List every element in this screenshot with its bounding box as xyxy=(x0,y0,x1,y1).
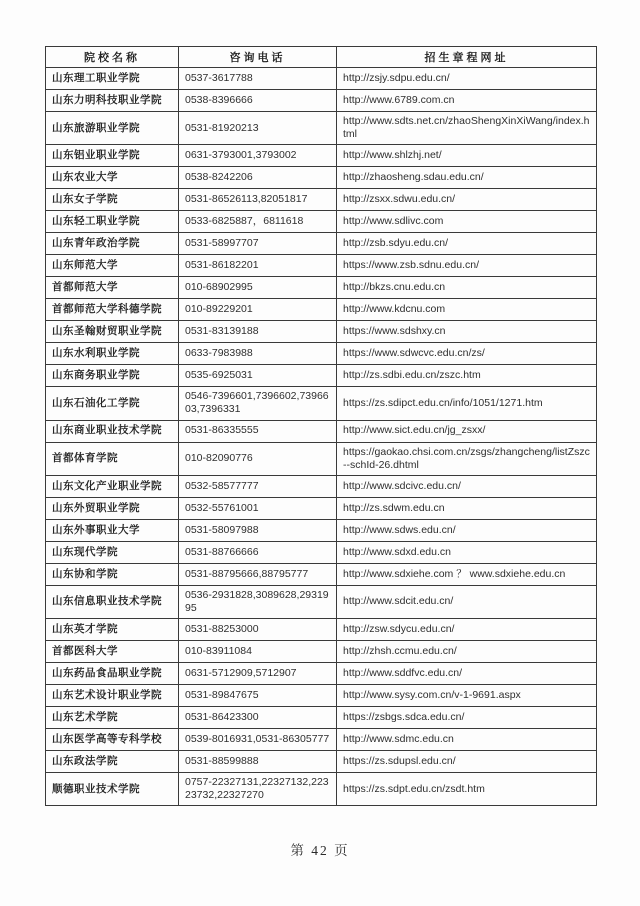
table-row xyxy=(46,387,597,420)
phone-cell: 010-82090776 xyxy=(179,442,337,475)
url-cell: http://www.sdxd.edu.cn xyxy=(337,541,597,563)
school-name-cell: 顺德职业技术学院 xyxy=(46,773,179,806)
table-row xyxy=(46,365,597,387)
phone-cell: 0538-8396666 xyxy=(179,90,337,112)
url-cell: https://zs.sdupsl.edu.cn/ xyxy=(337,751,597,773)
phone-cell: 0539-8016931,0531-86305777 xyxy=(179,729,337,751)
url-cell: http://zs.sdbi.edu.cn/zszc.htm xyxy=(337,365,597,387)
school-name-cell: 山东医学高等专科学校 xyxy=(46,729,179,751)
url-cell: http://www.sdts.net.cn/zhaoShengXinXiWang/index.html xyxy=(337,112,597,145)
school-name-cell: 山东商务职业学院 xyxy=(46,365,179,387)
school-name-cell: 山东文化产业职业学院 xyxy=(46,475,179,497)
phone-cell: 0538-8242206 xyxy=(179,167,337,189)
phone-cell: 0536-2931828,3089628,2931995 xyxy=(179,585,337,618)
table-row xyxy=(46,90,597,112)
table-row xyxy=(46,541,597,563)
col-header-phone: 咨询电话 xyxy=(179,47,337,68)
url-cell: http://www.sdcivc.edu.cn/ xyxy=(337,475,597,497)
table-row xyxy=(46,343,597,365)
phone-cell: 0757-22327131,22327132,22323732,22327270 xyxy=(179,773,337,806)
phone-cell: 0531-81920213 xyxy=(179,112,337,145)
page-number-footer: 第 42 页 xyxy=(290,843,350,858)
table-row xyxy=(46,773,597,806)
phone-cell: 0531-86423300 xyxy=(179,707,337,729)
url-cell: https://www.sdwcvc.edu.cn/zs/ xyxy=(337,343,597,365)
phone-cell: 0546-7396601,7396602,7396603,7396331 xyxy=(179,387,337,420)
url-cell: http://www.sdlivc.com xyxy=(337,211,597,233)
table-row xyxy=(46,641,597,663)
table-row xyxy=(46,685,597,707)
school-name-cell: 山东艺术学院 xyxy=(46,707,179,729)
url-cell: http://www.sict.edu.cn/jg_zsxx/ xyxy=(337,420,597,442)
school-name-cell: 山东轻工职业学院 xyxy=(46,211,179,233)
url-cell: https://www.sdshxy.cn xyxy=(337,321,597,343)
url-cell: http://zsjy.sdpu.edu.cn/ xyxy=(337,68,597,90)
url-cell: http://www.sdxiehe.com ？ www.sdxiehe.edu.cn xyxy=(337,563,597,585)
school-name-cell: 山东药品食品职业学院 xyxy=(46,663,179,685)
school-name-cell: 山东协和学院 xyxy=(46,563,179,585)
phone-cell: 0535-6925031 xyxy=(179,365,337,387)
url-cell: http://www.sysy.com.cn/v-1-9691.aspx xyxy=(337,685,597,707)
table-row xyxy=(46,475,597,497)
phone-cell: 0533-6825887，6811618 xyxy=(179,211,337,233)
school-name-cell: 山东女子学院 xyxy=(46,189,179,211)
table-row xyxy=(46,299,597,321)
url-cell: http://www.sdws.edu.cn/ xyxy=(337,519,597,541)
table-row xyxy=(46,497,597,519)
phone-cell: 0531-86335555 xyxy=(179,420,337,442)
phone-cell: 0531-58997707 xyxy=(179,233,337,255)
url-cell: http://zhaosheng.sdau.edu.cn/ xyxy=(337,167,597,189)
url-cell: https://www.zsb.sdnu.edu.cn/ xyxy=(337,255,597,277)
table-row xyxy=(46,420,597,442)
phone-cell: 0531-89847675 xyxy=(179,685,337,707)
school-name-cell: 山东石油化工学院 xyxy=(46,387,179,420)
table-row xyxy=(46,321,597,343)
url-cell: http://www.kdcnu.com xyxy=(337,299,597,321)
phone-cell: 0633-7983988 xyxy=(179,343,337,365)
url-cell: http://bkzs.cnu.edu.cn xyxy=(337,277,597,299)
school-name-cell: 首都师范大学 xyxy=(46,277,179,299)
url-cell: http://zhsh.ccmu.edu.cn/ xyxy=(337,641,597,663)
table-row xyxy=(46,585,597,618)
school-name-cell: 山东水利职业学院 xyxy=(46,343,179,365)
table-row xyxy=(46,707,597,729)
school-name-cell: 山东理工职业学院 xyxy=(46,68,179,90)
phone-cell: 0531-88599888 xyxy=(179,751,337,773)
url-cell: https://zsbgs.sdca.edu.cn/ xyxy=(337,707,597,729)
school-name-cell: 山东外事职业大学 xyxy=(46,519,179,541)
table-row xyxy=(46,442,597,475)
table-row xyxy=(46,563,597,585)
school-name-cell: 山东英才学院 xyxy=(46,619,179,641)
url-cell: http://www.6789.com.cn xyxy=(337,90,597,112)
school-name-cell: 山东青年政治学院 xyxy=(46,233,179,255)
school-name-cell: 首都医科大学 xyxy=(46,641,179,663)
url-cell: http://www.sddfvc.edu.cn/ xyxy=(337,663,597,685)
phone-cell: 0531-83139188 xyxy=(179,321,337,343)
school-name-cell: 山东农业大学 xyxy=(46,167,179,189)
school-name-cell: 山东旅游职业学院 xyxy=(46,112,179,145)
table-row xyxy=(46,663,597,685)
phone-cell: 0531-86182201 xyxy=(179,255,337,277)
table-row xyxy=(46,233,597,255)
phone-cell: 010-89229201 xyxy=(179,299,337,321)
table-row xyxy=(46,211,597,233)
phone-cell: 0531-58097988 xyxy=(179,519,337,541)
phone-cell: 0631-5712909,5712907 xyxy=(179,663,337,685)
table-row xyxy=(46,751,597,773)
school-name-cell: 山东信息职业技术学院 xyxy=(46,585,179,618)
url-cell: https://zs.sdpt.edu.cn/zsdt.htm xyxy=(337,773,597,806)
school-name-cell: 山东力明科技职业学院 xyxy=(46,90,179,112)
phone-cell: 0531-88766666 xyxy=(179,541,337,563)
phone-cell: 0532-58577777 xyxy=(179,475,337,497)
school-name-cell: 山东铝业职业学院 xyxy=(46,145,179,167)
url-cell: http://www.sdmc.edu.cn xyxy=(337,729,597,751)
table-row xyxy=(46,68,597,90)
school-name-cell: 首都体育学院 xyxy=(46,442,179,475)
table-row xyxy=(46,519,597,541)
header-row xyxy=(46,47,597,68)
col-header-admission-url: 招生章程网址 xyxy=(337,47,597,68)
school-name-cell: 首都师范大学科德学院 xyxy=(46,299,179,321)
phone-cell: 010-68902995 xyxy=(179,277,337,299)
table-row xyxy=(46,619,597,641)
url-cell: http://zsb.sdyu.edu.cn/ xyxy=(337,233,597,255)
table-body xyxy=(46,68,597,806)
phone-cell: 0531-88795666,88795777 xyxy=(179,563,337,585)
phone-cell: 0532-55761001 xyxy=(179,497,337,519)
url-cell: http://zsxx.sdwu.edu.cn/ xyxy=(337,189,597,211)
table-row xyxy=(46,277,597,299)
url-cell: http://www.shlzhj.net/ xyxy=(337,145,597,167)
school-name-cell: 山东政法学院 xyxy=(46,751,179,773)
table-row xyxy=(46,189,597,211)
school-name-cell: 山东师范大学 xyxy=(46,255,179,277)
school-name-cell: 山东艺术设计职业学院 xyxy=(46,685,179,707)
table-row xyxy=(46,167,597,189)
table-row xyxy=(46,729,597,751)
url-cell: https://zs.sdipct.edu.cn/info/1051/1271.htm xyxy=(337,387,597,420)
table-row xyxy=(46,145,597,167)
url-cell: https://gaokao.chsi.com.cn/zsgs/zhangcheng/listZszc--schId-26.dhtml xyxy=(337,442,597,475)
table-row xyxy=(46,112,597,145)
table-row xyxy=(46,255,597,277)
phone-cell: 0531-86526113,82051817 xyxy=(179,189,337,211)
col-header-school-name: 院校名称 xyxy=(46,47,179,68)
school-name-cell: 山东现代学院 xyxy=(46,541,179,563)
phone-cell: 0531-88253000 xyxy=(179,619,337,641)
url-cell: http://zsw.sdycu.edu.cn/ xyxy=(337,619,597,641)
phone-cell: 0537-3617788 xyxy=(179,68,337,90)
url-cell: http://zs.sdwm.edu.cn xyxy=(337,497,597,519)
admissions-info-table xyxy=(45,46,597,806)
phone-cell: 0631-3793001,3793002 xyxy=(179,145,337,167)
phone-cell: 010-83911084 xyxy=(179,641,337,663)
school-name-cell: 山东外贸职业学院 xyxy=(46,497,179,519)
school-name-cell: 山东商业职业技术学院 xyxy=(46,420,179,442)
url-cell: http://www.sdcit.edu.cn/ xyxy=(337,585,597,618)
school-name-cell: 山东圣翰财贸职业学院 xyxy=(46,321,179,343)
